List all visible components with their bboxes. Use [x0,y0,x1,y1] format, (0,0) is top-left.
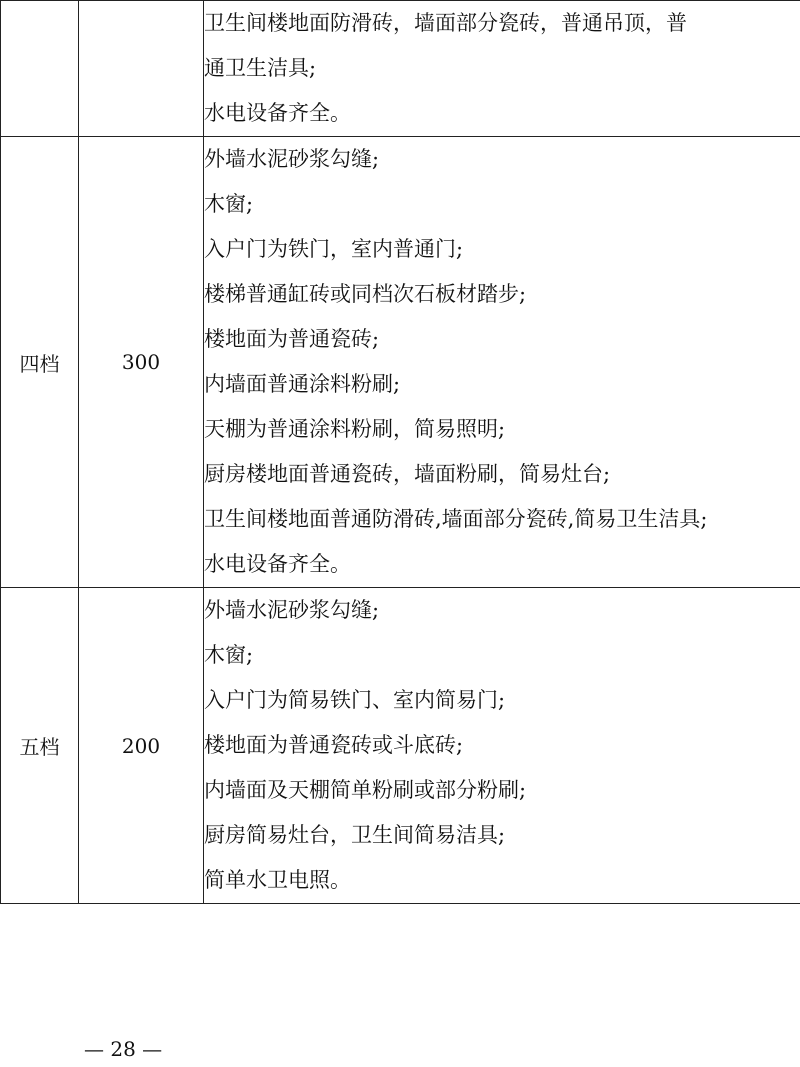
description-line: 入户门为简易铁门、室内简易门; [204,688,506,712]
description-line: 外墙水泥砂浆勾缝; [204,147,380,171]
price-cell: 300 [79,137,204,588]
grade-cell [1,1,79,137]
description-line: 水电设备齐全。 [204,552,351,576]
grade-cell: 五档 [1,588,79,904]
description-line: 厨房楼地面普通瓷砖，墙面粉刷，简易灶台; [204,462,611,486]
description-line: 天棚为普通涂料粉刷，简易照明; [204,417,506,441]
description-cell [204,1,800,137]
table-row [1,137,800,588]
description-line: 内墙面普通涂料粉刷; [204,372,401,396]
price-cell [79,1,204,137]
description-line: 通卫生洁具; [204,56,317,80]
description-line: 楼地面为普通瓷砖或斗底砖; [204,733,464,757]
grade-cell: 四档 [1,137,79,588]
description-line: 厨房简易灶台，卫生间简易洁具; [204,823,506,847]
description-line: 木窗; [204,643,254,667]
table-row [1,588,800,904]
description-line: 内墙面及天棚简单粉刷或部分粉刷; [204,778,527,802]
description-line: 简单水卫电照。 [204,868,351,892]
description-cell [204,588,800,904]
description-line: 楼地面为普通瓷砖; [204,327,380,351]
description-line: 卫生间楼地面普通防滑砖,墙面部分瓷砖,简易卫生洁具; [204,507,708,531]
description-line: 木窗; [204,192,254,216]
description-line: 卫生间楼地面防滑砖，墙面部分瓷砖，普通吊顶，普 [204,11,687,35]
description-line: 外墙水泥砂浆勾缝; [204,598,380,622]
description-cell [204,137,800,588]
price-cell: 200 [79,588,204,904]
description-line: 楼梯普通缸砖或同档次石板材踏步; [204,282,527,306]
description-line: 水电设备齐全。 [204,101,351,125]
description-line: 入户门为铁门，室内普通门; [204,237,464,261]
table-row [1,1,800,137]
page-number: — 28 — [84,1037,163,1061]
standards-table-body [1,1,800,904]
